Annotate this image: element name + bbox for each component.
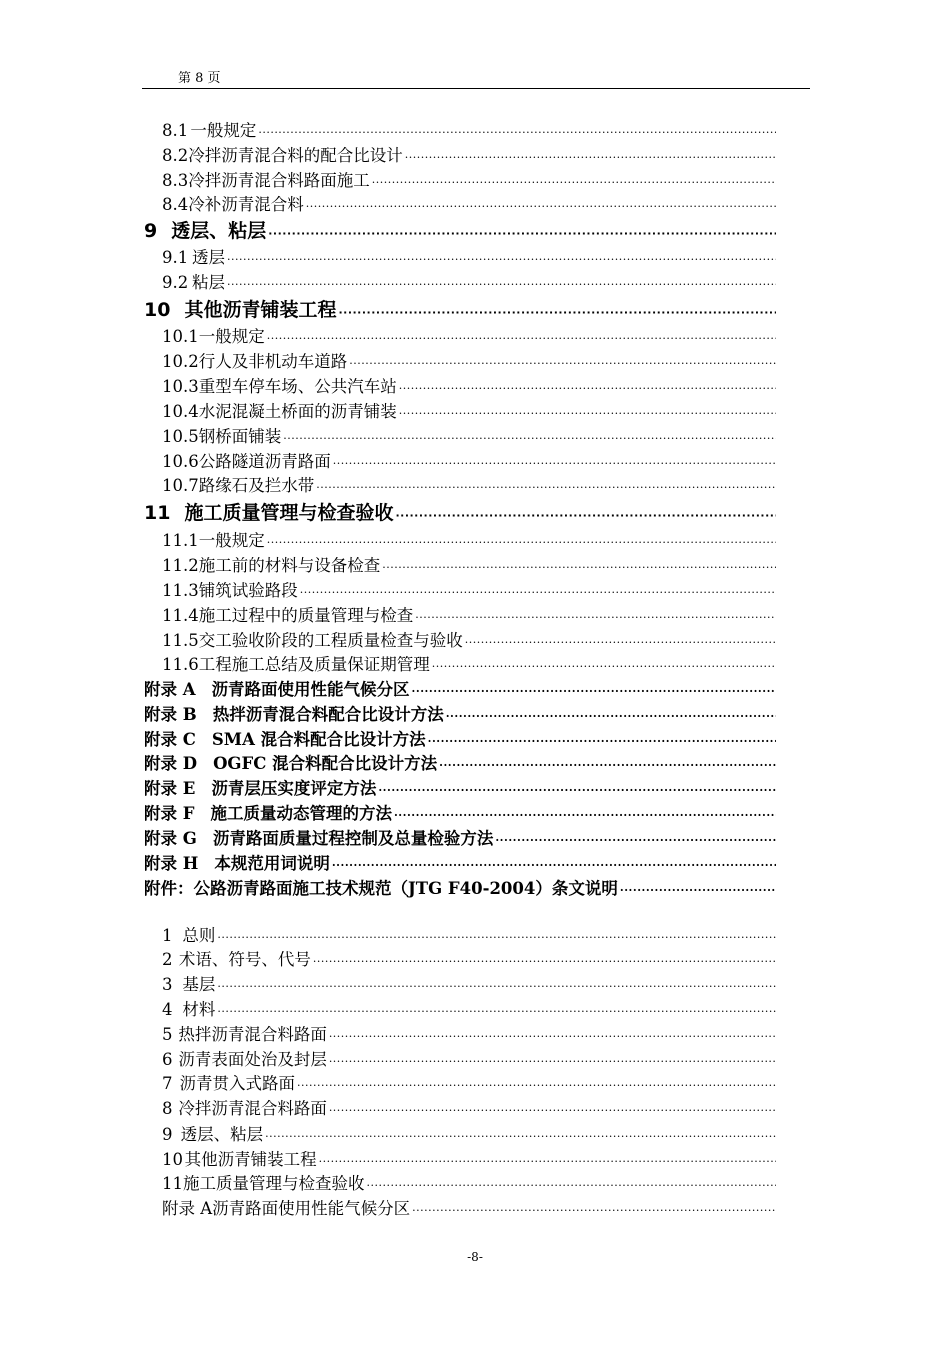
leader-dots bbox=[428, 735, 776, 748]
toc-number: 11 bbox=[162, 1174, 183, 1193]
toc-title: 粘层 bbox=[192, 273, 226, 292]
toc-number: 3 bbox=[162, 975, 173, 994]
toc-number: 附录 C bbox=[144, 730, 196, 749]
leader-dots bbox=[267, 332, 776, 345]
toc-number: 8.1 bbox=[162, 121, 189, 140]
toc-number: 附录 D bbox=[144, 754, 198, 773]
toc-title: 施工质量管理与检查验收 bbox=[184, 502, 394, 524]
toc-number: 10 bbox=[144, 299, 171, 321]
toc-number: 附录 A bbox=[162, 1199, 213, 1218]
toc-title: 沥青路面质量过程控制及总量检验方法 bbox=[212, 829, 494, 848]
leader-dots bbox=[465, 636, 776, 649]
header-rule bbox=[142, 88, 810, 89]
toc-number: 附录 E bbox=[144, 779, 196, 798]
toc-entry[interactable] bbox=[162, 1170, 776, 1194]
leader-dots bbox=[258, 126, 776, 139]
toc-title: 重型车停车场、公共汽车站 bbox=[198, 377, 397, 396]
toc-number: 10.2 bbox=[162, 352, 199, 371]
toc-number: 11.2 bbox=[162, 556, 199, 575]
toc-number: 附录 H bbox=[144, 854, 199, 873]
toc-number: 2 bbox=[162, 950, 173, 969]
leader-dots bbox=[412, 685, 776, 698]
toc-title: 施工质量管理与检查验收 bbox=[183, 1174, 365, 1193]
leader-dots bbox=[329, 1030, 776, 1043]
leader-dots bbox=[338, 306, 776, 319]
toc-title: OGFC 混合料配合比设计方法 bbox=[213, 754, 438, 773]
toc-title: 公路隧道沥青路面 bbox=[198, 452, 331, 471]
toc-title: 透层、粘层 bbox=[171, 220, 267, 242]
toc-entry[interactable] bbox=[162, 651, 776, 675]
toc-entry[interactable] bbox=[162, 996, 776, 1020]
leader-dots bbox=[399, 407, 776, 420]
toc-number: 6 bbox=[162, 1050, 173, 1069]
toc-attachment[interactable] bbox=[144, 875, 776, 899]
toc-entry[interactable] bbox=[162, 946, 776, 970]
toc-appendix[interactable] bbox=[144, 701, 776, 725]
toc-title: 其他沥青铺装工程 bbox=[184, 299, 337, 321]
toc-entry[interactable] bbox=[162, 552, 776, 576]
toc-entry[interactable] bbox=[162, 142, 776, 166]
toc-number: 10.4 bbox=[162, 402, 199, 421]
toc-number: 10.1 bbox=[162, 327, 199, 346]
toc-entry[interactable] bbox=[162, 373, 776, 397]
leader-dots bbox=[372, 176, 776, 189]
toc-title: 沥青层压实度评定方法 bbox=[211, 779, 377, 798]
toc-entry[interactable] bbox=[162, 1195, 776, 1219]
toc-entry[interactable] bbox=[162, 627, 776, 651]
toc-title: 总则 bbox=[182, 926, 216, 945]
toc-entry[interactable] bbox=[162, 348, 776, 372]
toc-entry[interactable] bbox=[162, 1095, 776, 1119]
toc-title: 本规范用词说明 bbox=[214, 854, 330, 873]
toc-title: 热拌沥青混合料路面 bbox=[178, 1025, 327, 1044]
toc-title: 透层 bbox=[192, 248, 226, 267]
toc-entry[interactable] bbox=[162, 1070, 776, 1094]
leader-dots bbox=[495, 834, 776, 847]
leader-dots bbox=[319, 1155, 776, 1168]
toc-number: 附录 A bbox=[144, 680, 196, 699]
leader-dots bbox=[217, 980, 776, 993]
toc-title: 术语、符号、代号 bbox=[178, 950, 311, 969]
toc-entry[interactable] bbox=[162, 323, 776, 347]
toc-number: 11.1 bbox=[162, 531, 199, 550]
toc-number: 8.4 bbox=[162, 195, 189, 214]
toc-number: 附录 B bbox=[144, 705, 197, 724]
toc-title: 行人及非机动车道路 bbox=[198, 352, 348, 371]
toc-number: 1 bbox=[162, 926, 173, 945]
toc-number: 11.4 bbox=[162, 606, 199, 625]
leader-dots bbox=[412, 1204, 776, 1217]
toc-entry[interactable] bbox=[162, 971, 776, 995]
toc-title: 基层 bbox=[182, 975, 216, 994]
toc-entry[interactable] bbox=[162, 472, 776, 496]
toc-number: 附录 F bbox=[144, 804, 195, 823]
toc-title: 沥青表面处治及封层 bbox=[178, 1050, 327, 1069]
toc-title: 沥青路面使用性能气候分区 bbox=[212, 1199, 411, 1218]
toc-number: 9.2 bbox=[162, 273, 189, 292]
toc-title: 一般规定 bbox=[198, 531, 265, 550]
toc-number: 11.3 bbox=[162, 581, 199, 600]
toc-entry[interactable] bbox=[162, 922, 776, 946]
toc-number: 7 bbox=[162, 1074, 173, 1093]
toc-entry[interactable] bbox=[162, 117, 776, 141]
toc-title: 施工质量动态管理的方法 bbox=[210, 804, 392, 823]
toc-entry[interactable] bbox=[162, 423, 776, 447]
toc-appendix[interactable] bbox=[144, 775, 776, 799]
leader-dots bbox=[367, 1179, 777, 1192]
toc-title: 水泥混凝土桥面的沥青铺装 bbox=[198, 402, 397, 421]
leader-dots bbox=[329, 1055, 776, 1068]
toc-number: 11.6 bbox=[162, 655, 199, 674]
leader-dots bbox=[395, 509, 776, 522]
toc-number: 10.7 bbox=[162, 476, 199, 495]
leader-dots bbox=[333, 457, 776, 470]
toc-title: 一般规定 bbox=[190, 121, 257, 140]
toc-appendix[interactable] bbox=[144, 825, 776, 849]
leader-dots bbox=[329, 1104, 776, 1117]
leader-dots bbox=[332, 859, 776, 872]
toc-number: 9 bbox=[144, 220, 158, 242]
leader-dots bbox=[217, 931, 776, 944]
toc-entry[interactable] bbox=[162, 1021, 776, 1045]
toc-title: SMA 混合料配合比设计方法 bbox=[211, 730, 426, 749]
leader-dots bbox=[446, 710, 776, 723]
toc-entry[interactable] bbox=[162, 244, 776, 268]
toc-title: 一般规定 bbox=[198, 327, 265, 346]
toc-number: 10 bbox=[162, 1150, 183, 1169]
toc-entry[interactable] bbox=[162, 191, 776, 215]
toc-number: 10.5 bbox=[162, 427, 199, 446]
toc-title: 工程施工总结及质量保证期管理 bbox=[198, 655, 430, 674]
toc-entry[interactable] bbox=[162, 1046, 776, 1070]
toc-number: 10.6 bbox=[162, 452, 199, 471]
toc-number: 8.3 bbox=[162, 171, 189, 190]
toc-title: 施工过程中的质量管理与检查 bbox=[198, 606, 414, 625]
toc-title: 其他沥青铺装工程 bbox=[184, 1150, 317, 1169]
leader-dots bbox=[415, 611, 776, 624]
leader-dots bbox=[306, 200, 776, 213]
toc-title: 钢桥面铺装 bbox=[198, 427, 282, 446]
leader-dots bbox=[297, 1079, 776, 1092]
toc-title: 材料 bbox=[182, 1000, 216, 1019]
toc-title: 铺筑试验路段 bbox=[198, 581, 298, 600]
toc-number: 8 bbox=[162, 1099, 173, 1118]
leader-dots bbox=[227, 278, 776, 291]
leader-dots bbox=[313, 955, 776, 968]
toc-appendix[interactable] bbox=[144, 676, 776, 700]
leader-dots bbox=[620, 884, 776, 897]
toc-number: 11 bbox=[144, 502, 171, 524]
toc-number: 附录 G bbox=[144, 829, 197, 848]
leader-dots bbox=[399, 382, 776, 395]
toc-title: 路缘石及拦水带 bbox=[198, 476, 315, 495]
toc-entry[interactable] bbox=[162, 1121, 776, 1145]
toc-title: 透层、粘层 bbox=[180, 1125, 264, 1144]
leader-dots bbox=[394, 809, 776, 822]
toc-appendix[interactable] bbox=[144, 750, 776, 774]
leader-dots bbox=[217, 1005, 776, 1018]
toc-title: 冷补沥青混合料 bbox=[188, 195, 304, 214]
toc-number: 10.3 bbox=[162, 377, 199, 396]
toc-title: 交工验收阶段的工程质量检查与验收 bbox=[198, 631, 463, 650]
toc-title: 冷拌沥青混合料路面 bbox=[178, 1099, 327, 1118]
toc-number: 5 bbox=[162, 1025, 173, 1044]
leader-dots bbox=[267, 536, 776, 549]
leader-dots bbox=[378, 784, 776, 797]
leader-dots bbox=[316, 481, 776, 494]
toc-entry[interactable] bbox=[162, 1146, 776, 1170]
toc-number: 8.2 bbox=[162, 146, 189, 165]
leader-dots bbox=[439, 759, 776, 772]
toc-entry[interactable] bbox=[162, 527, 776, 551]
toc-title: 热拌沥青混合料配合比设计方法 bbox=[212, 705, 444, 724]
leader-dots bbox=[265, 1130, 776, 1143]
leader-dots bbox=[268, 227, 776, 240]
toc-title: 沥青路面使用性能气候分区 bbox=[211, 680, 410, 699]
leader-dots bbox=[382, 561, 776, 574]
toc-number: 4 bbox=[162, 1000, 173, 1019]
toc-appendix[interactable] bbox=[144, 800, 776, 824]
toc-title: 施工前的材料与设备检查 bbox=[198, 556, 381, 575]
toc-entry[interactable] bbox=[162, 577, 776, 601]
toc-title: 沥青贯入式路面 bbox=[179, 1074, 295, 1093]
leader-dots bbox=[300, 586, 776, 599]
leader-dots bbox=[227, 253, 776, 266]
toc-entry[interactable] bbox=[162, 167, 776, 191]
toc-entry[interactable] bbox=[162, 269, 776, 293]
toc-appendix[interactable] bbox=[144, 726, 776, 750]
leader-dots bbox=[405, 151, 776, 164]
toc-entry[interactable] bbox=[162, 448, 776, 472]
page-number: -8- bbox=[467, 1250, 483, 1264]
page-header-label: 第 8 页 bbox=[178, 71, 221, 86]
toc-appendix[interactable] bbox=[144, 850, 776, 874]
toc-chapter[interactable] bbox=[144, 216, 776, 243]
leader-dots bbox=[283, 432, 776, 445]
toc-number: 9 bbox=[162, 1125, 173, 1144]
toc-chapter[interactable] bbox=[144, 498, 776, 525]
toc-chapter[interactable] bbox=[144, 295, 776, 322]
toc-number: 9.1 bbox=[162, 248, 189, 267]
leader-dots bbox=[432, 660, 776, 673]
toc-entry[interactable] bbox=[162, 398, 776, 422]
leader-dots bbox=[349, 357, 776, 370]
toc-title: 冷拌沥青混合料路面施工 bbox=[188, 171, 370, 190]
toc-number: 11.5 bbox=[162, 631, 199, 650]
toc-title: 冷拌沥青混合料的配合比设计 bbox=[188, 146, 403, 165]
toc-entry[interactable] bbox=[162, 602, 776, 626]
toc-title: 附件：公路沥青路面施工技术规范（JTG F40-2004）条文说明 bbox=[144, 879, 618, 898]
